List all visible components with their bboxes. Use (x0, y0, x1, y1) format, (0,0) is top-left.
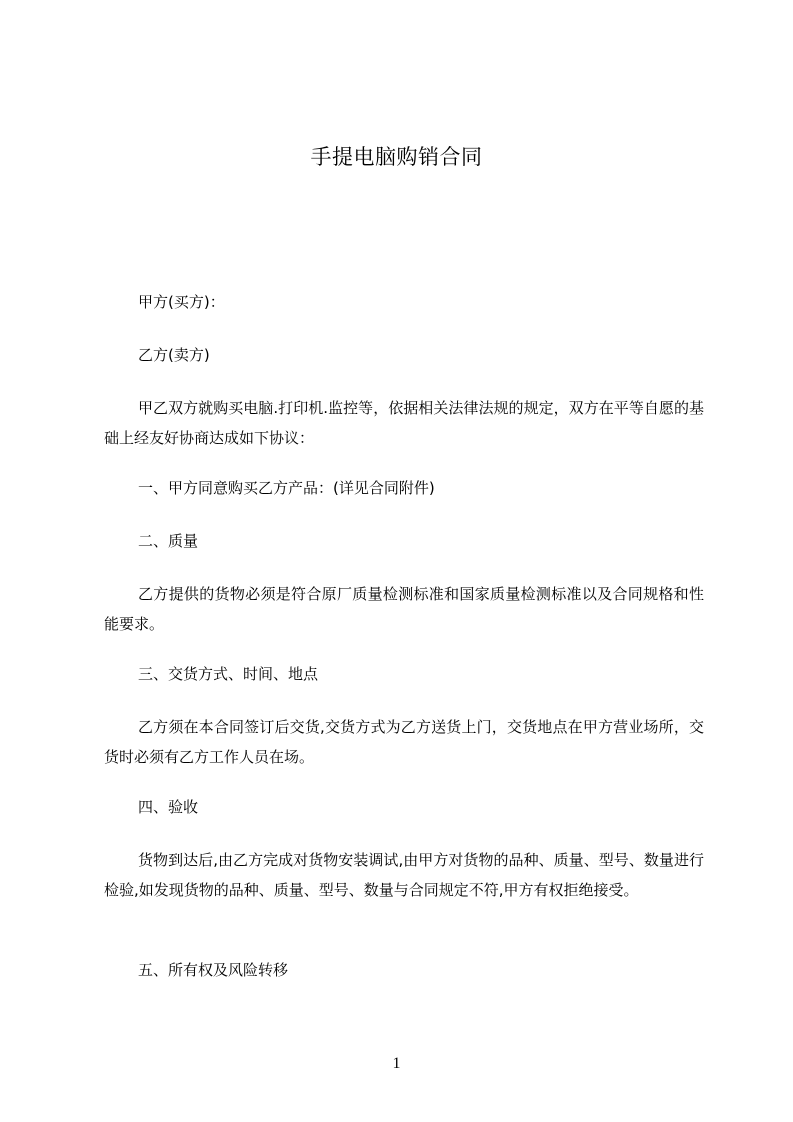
section-2-body: 乙方提供的货物必须是符合原厂质量检测标准和国家质量检测标准以及合同规格和性能要求。 (104, 585, 704, 633)
section-4-heading: 四、验收 (138, 798, 199, 816)
party-b-line: 乙方(卖方) (138, 346, 210, 364)
intro-paragraph: 甲乙双方就购买电脑.打印机.监控等，依据相关法律法规的规定，双方在平等自愿的基础上经友好协商达成如下协议： (104, 399, 704, 447)
section-3-body: 乙方须在本合同签订后交货,交货方式为乙方送货上门，交货地点在甲方营业场所，交货时必须有乙方工作人员在场。 (104, 718, 704, 766)
section-3-heading: 三、交货方式、时间、地点 (138, 665, 319, 683)
document-title: 手提电脑购销合同 (310, 145, 483, 169)
section-2-heading: 二、质量 (138, 532, 199, 550)
section-1-text: 一、甲方同意购买乙方产品：(详见合同附件) (138, 479, 435, 497)
page-number: 1 (392, 1055, 401, 1072)
section-5-heading: 五、所有权及风险转移 (138, 961, 289, 979)
party-a-line: 甲方(买方)： (138, 293, 225, 311)
section-4-body: 货物到达后,由乙方完成对货物安装调试,由甲方对货物的品种、质量、型号、数量进行检验,如发现货物的品种、质量、型号、数量与合同规定不符,甲方有权拒绝接受。 (104, 851, 704, 899)
